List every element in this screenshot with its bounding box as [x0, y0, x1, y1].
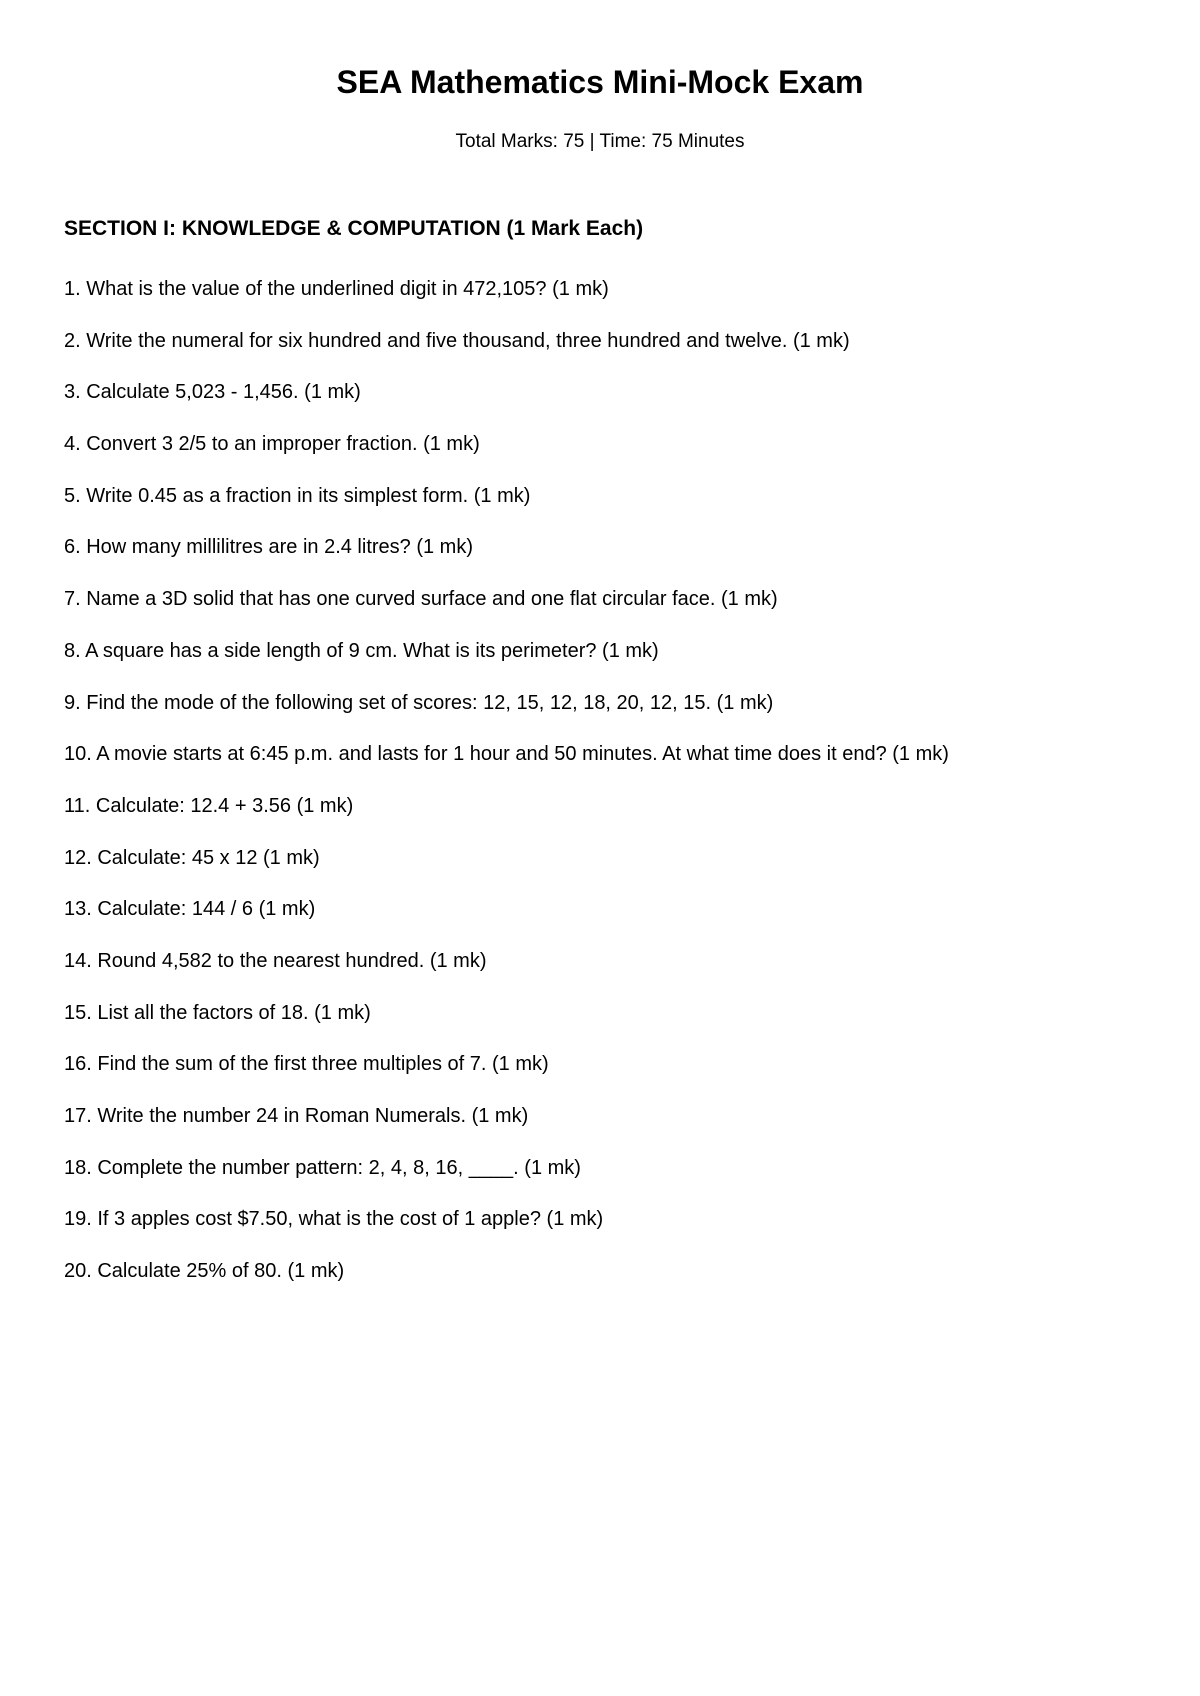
question-item: 11. Calculate: 12.4 + 3.56 (1 mk)	[64, 794, 354, 817]
question-list	[64, 276, 1144, 1310]
page-title: SEA Mathematics Mini-Mock Exam	[336, 64, 864, 100]
question-item: 17. Write the number 24 in Roman Numerals. (1 mk)	[64, 1105, 529, 1127]
question-item: 5. Write 0.45 as a fraction in its simplest form. (1 mk)	[64, 484, 531, 507]
question-item: 10. A movie starts at 6:45 p.m. and lasts for 1 hour and 50 minutes. At what time does it end? (1 mk)	[64, 743, 949, 766]
question-item: 3. Calculate 5,023 - 1,456. (1 mk)	[64, 381, 361, 404]
question-item: 14. Round 4,582 to the nearest hundred. (1 mk)	[64, 949, 487, 972]
question-item: 1. What is the value of the underlined digit in 472,105? (1 mk)	[64, 278, 609, 300]
question-item: 2. Write the numeral for six hundred and five thousand, three hundred and twelve. (1 mk)	[64, 329, 850, 352]
question-item: 9. Find the mode of the following set of scores: 12, 15, 12, 18, 20, 12, 15. (1 mk)	[64, 691, 774, 714]
question-item: 7. Name a 3D solid that has one curved surface and one flat circular face. (1 mk)	[64, 588, 778, 611]
question-item: 19. If 3 apples cost $7.50, what is the cost of 1 apple? (1 mk)	[64, 1208, 604, 1231]
question-item: 16. Find the sum of the first three multiples of 7. (1 mk)	[64, 1053, 549, 1076]
question-item: 15. List all the factors of 18. (1 mk)	[64, 1001, 371, 1024]
question-item: 8. A square has a side length of 9 cm. What is its perimeter? (1 mk)	[64, 639, 659, 662]
question-item: 12. Calculate: 45 x 12 (1 mk)	[64, 846, 320, 869]
section-heading: SECTION I: KNOWLEDGE & COMPUTATION (1 Mark Each)	[64, 217, 644, 240]
exam-details: Total Marks: 75 | Time: 75 Minutes	[455, 131, 745, 152]
question-item: 13. Calculate: 144 / 6 (1 mk)	[64, 898, 316, 921]
question-item: 20. Calculate 25% of 80. (1 mk)	[64, 1260, 345, 1283]
question-item: 6. How many millilitres are in 2.4 litres? (1 mk)	[64, 536, 473, 559]
question-item: 4. Convert 3 2/5 to an improper fraction. (1 mk)	[64, 433, 480, 456]
question-item: 18. Complete the number pattern: 2, 4, 8, 16, ____. (1 mk)	[64, 1156, 581, 1179]
